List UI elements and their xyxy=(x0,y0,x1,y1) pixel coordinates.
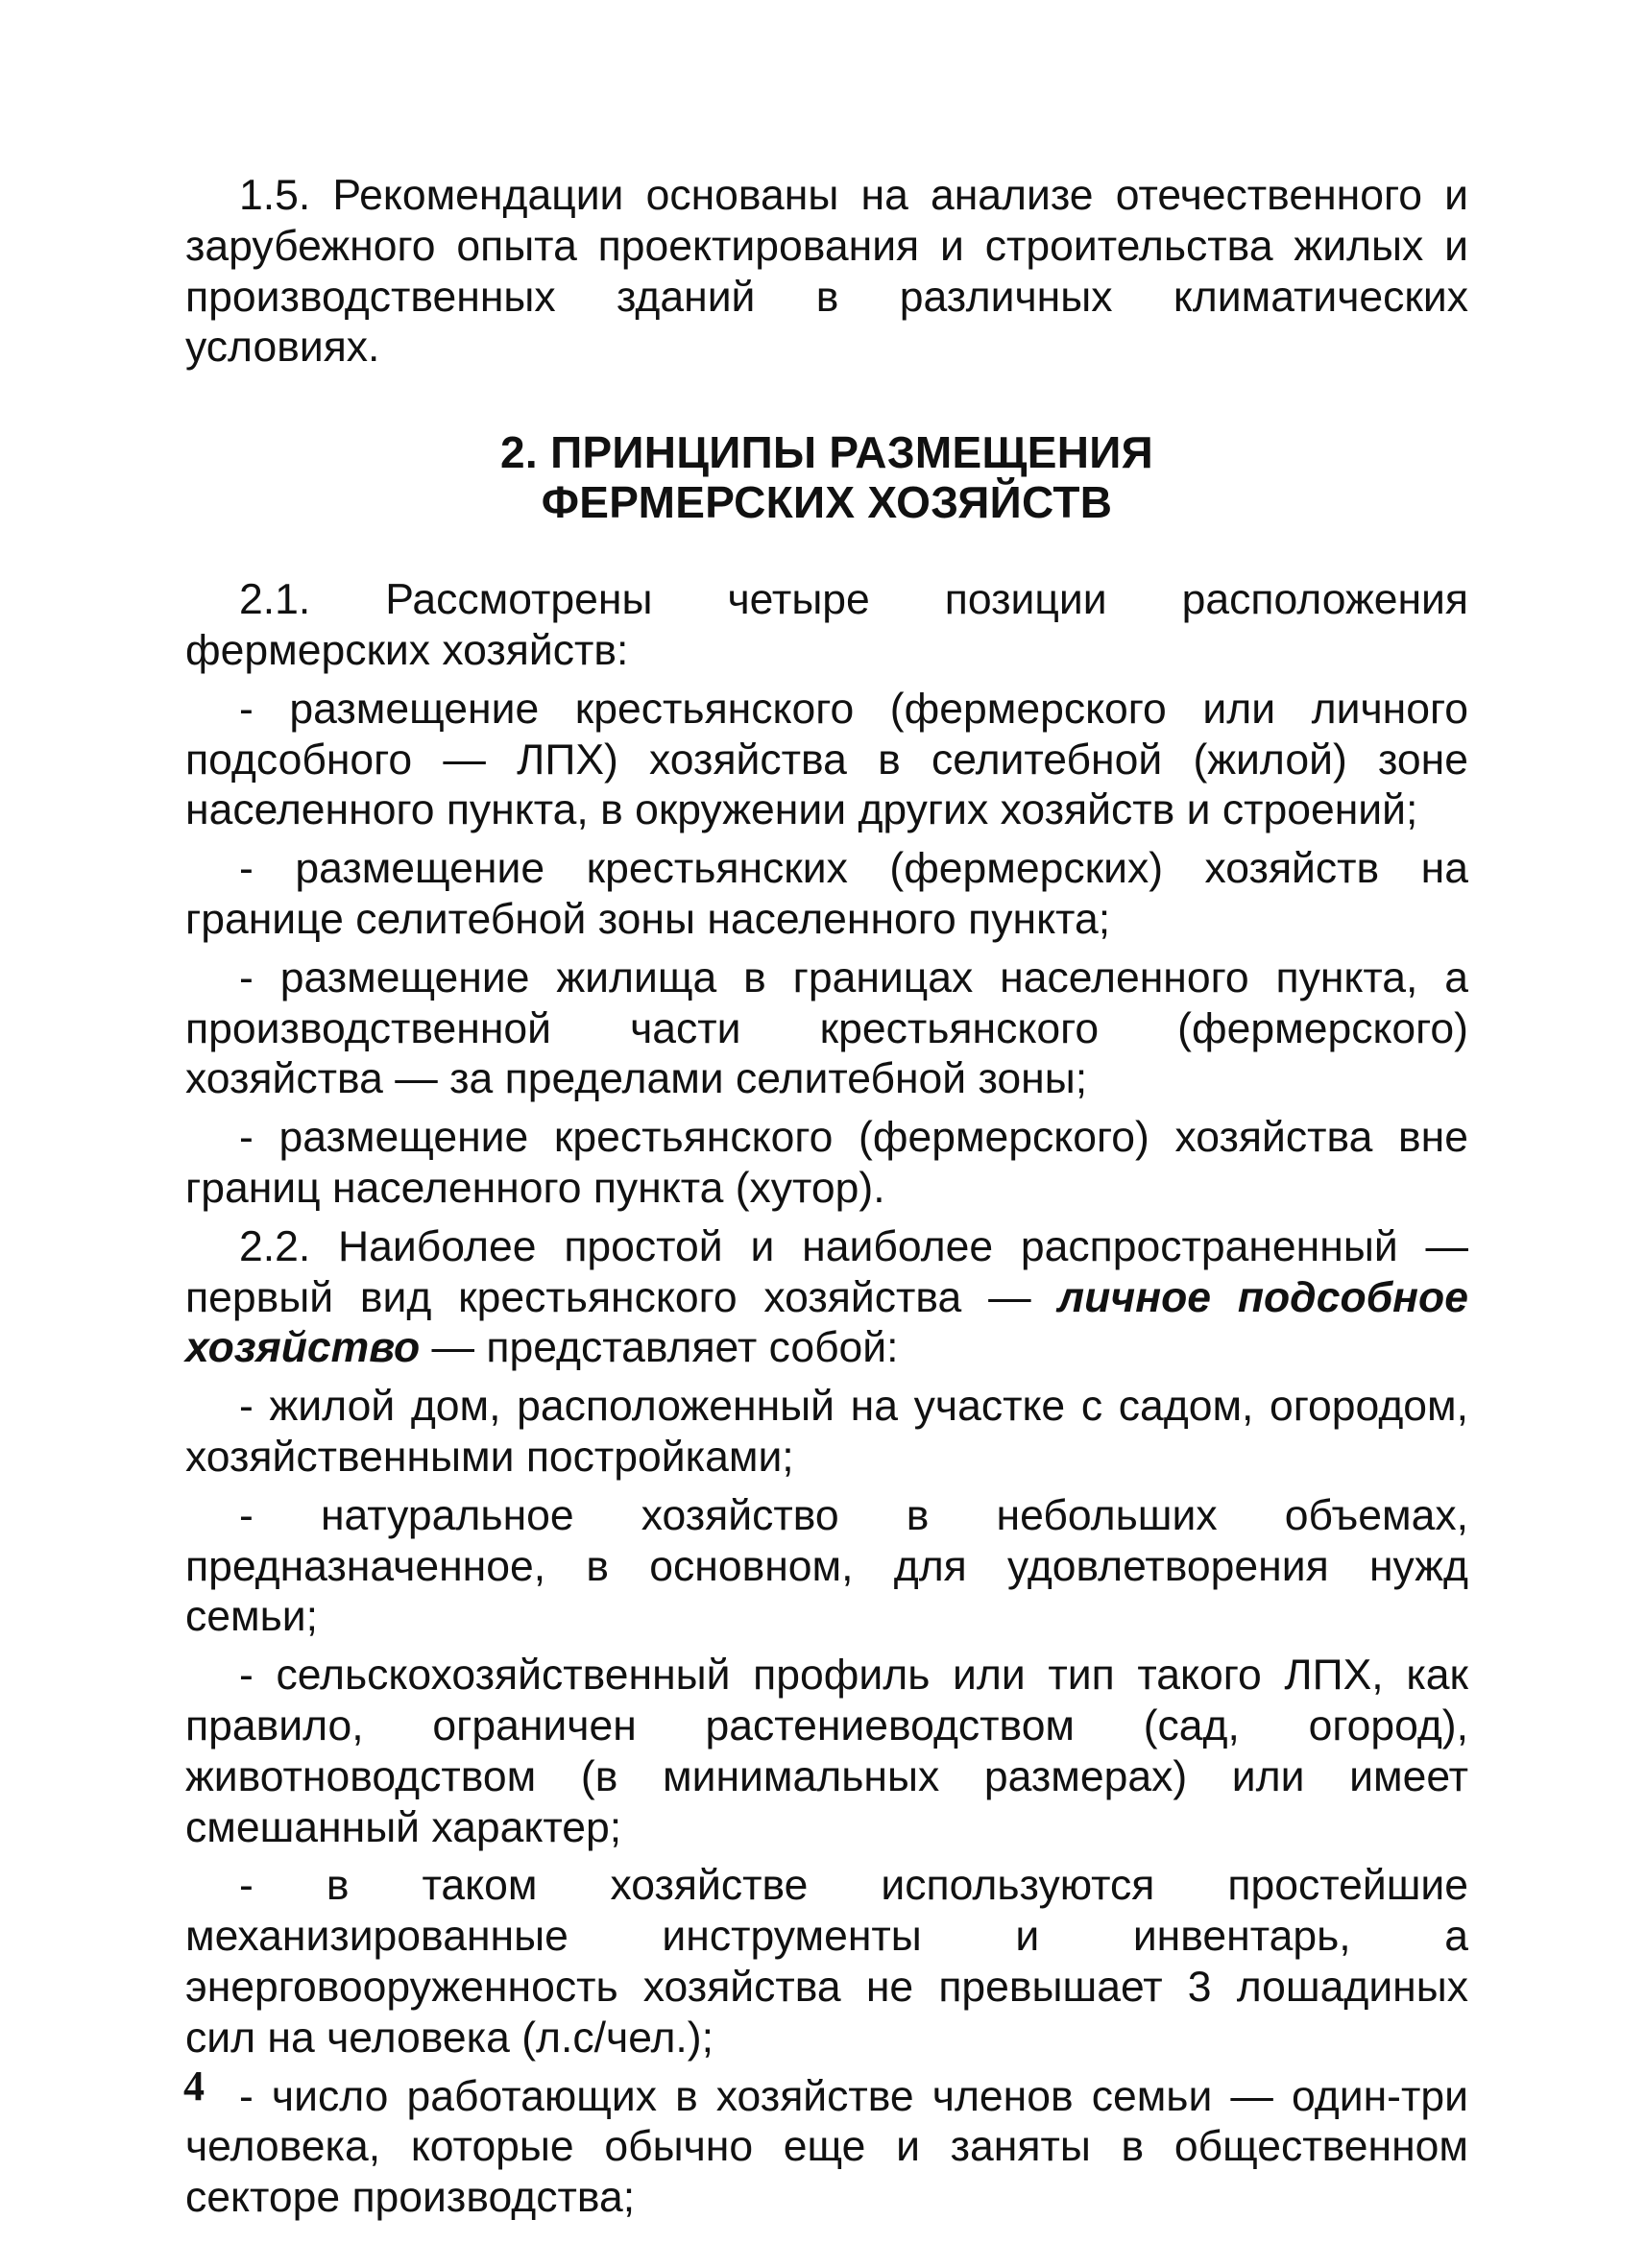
paragraph-1-5: 1.5. Рекомендации основаны на анализе отечественного и зарубежного опыта проектирования и строительства жилых и производственных зданий в различных климатических условиях. xyxy=(185,172,1468,372)
section-heading xyxy=(185,427,1468,527)
paragraph-2-2-end: — представляет собой: xyxy=(420,1324,899,1372)
emphasized-term: личное подсобное хозяйство xyxy=(185,1273,1468,1372)
list-item-2-1-b: - размещение крестьянских (фермерских) хозяйств на границе селитебной зоны населенного пункта; xyxy=(185,845,1468,943)
list-item-2-2-a: - жилой дом, расположенный на участке с садом, огородом, хозяйственными постройками; xyxy=(185,1383,1468,1481)
paragraph-2-1: 2.1. Рассмотрены четыре позиции расположения фермерских хозяйств: xyxy=(185,576,1468,674)
list-item-2-2-b: - натуральное хозяйство в небольших объемах, предназначенное, в основном, для удовлетворения нужд семьи; xyxy=(185,1491,1468,1641)
page-body xyxy=(185,171,1468,2232)
list-item-2-2-d: - в таком хозяйстве используются простейшие механизированные инструменты и инвентарь, а энерговооруженность хозяйства не превышает 3 лошадиных сил на человека (л.с/чел.); xyxy=(185,1862,1468,2062)
paragraph-2-2-start: 2.2. Наиболее простой и наиболее распространенный — первый вид крестьянского хозяйства — xyxy=(185,1222,1468,1321)
list-item-2-1-a: - размещение крестьянского (фермерского или личного подсобного — ЛПХ) хозяйства в селитебной (жилой) зоне населенного пункта, в окружении других хозяйств и строений; xyxy=(185,685,1468,834)
paragraph-2-2 xyxy=(185,1222,1468,1374)
section-heading-line-2: ФЕРМЕРСКИХ ХОЗЯЙСТВ xyxy=(541,477,1113,528)
page-number: 4 xyxy=(183,2063,205,2110)
list-item-2-1-c: - размещение жилища в границах населенного пункта, а производственной части крестьянского (фермерского) хозяйства — за пределами селитебной зоны; xyxy=(185,953,1468,1103)
list-item-2-2-c: - сельскохозяйственный профиль или тип такого ЛПХ, как правило, ограничен растениеводством (сад, огород), животноводством (в минимальных размерах) или имеет смешанный характер; xyxy=(185,1652,1468,1851)
list-item-2-2-e: - число работающих в хозяйстве членов семьи — один-три человека, которые обычно еще и заняты в общественном секторе производства; xyxy=(185,2072,1468,2222)
section-heading-line-1: 2. ПРИНЦИПЫ РАЗМЕЩЕНИЯ xyxy=(500,427,1153,478)
list-item-2-1-d: - размещение крестьянского (фермерского) хозяйства вне границ населенного пункта (хутор). xyxy=(185,1114,1468,1212)
